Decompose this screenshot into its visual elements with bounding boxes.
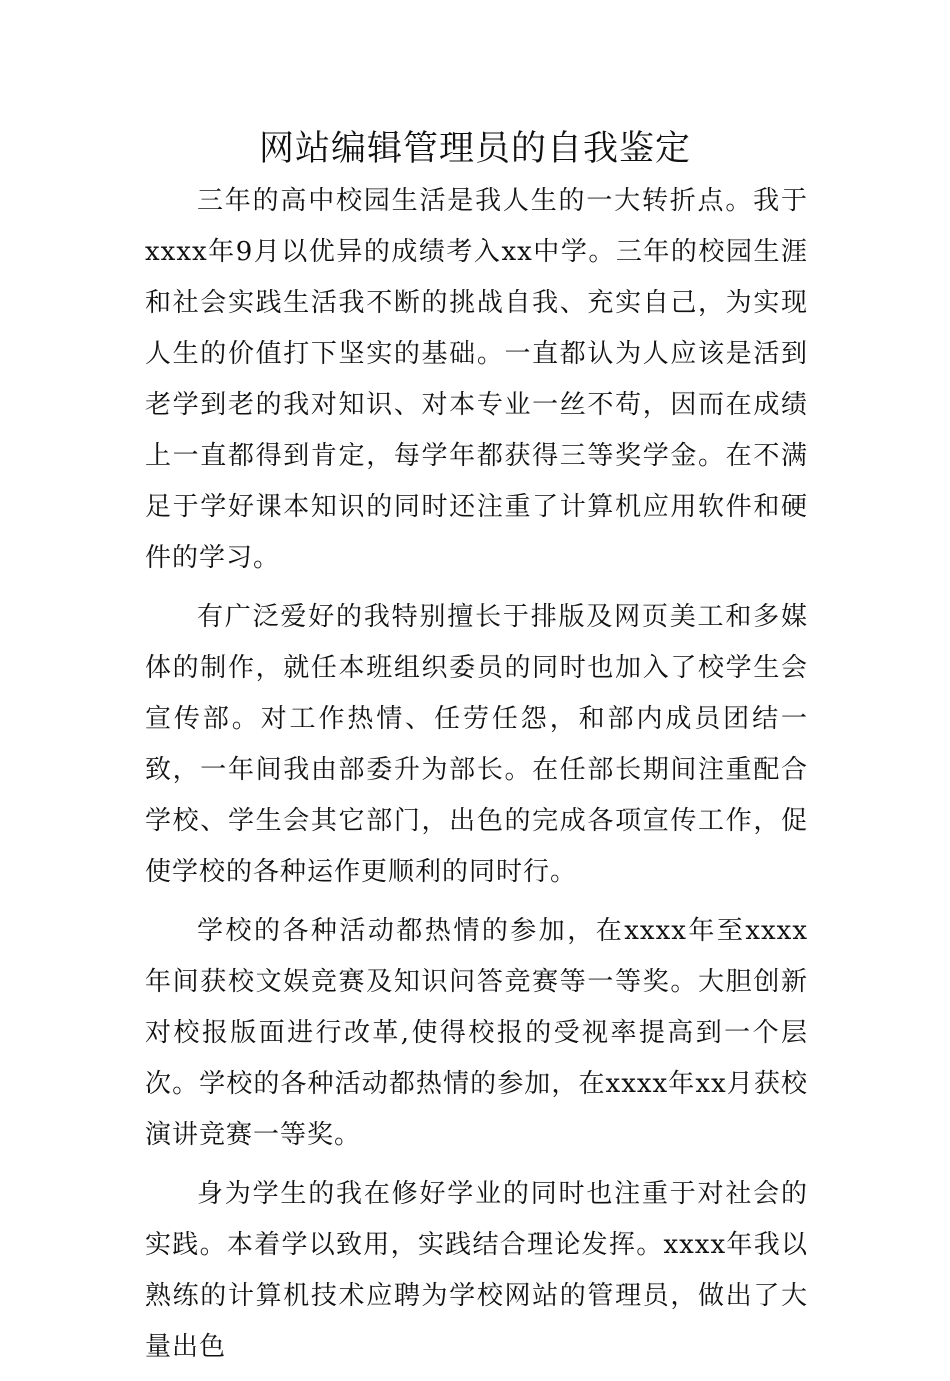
paragraph-2: 有广泛爱好的我特别擅长于排版及网页美工和多媒体的制作，就任本班组织委员的同时也加入了校学生会宣传部。对工作热情、任劳任怨，和部内成员团结一致，一年间我由部委升为部长。在任部长期间注重配合学校、学生会其它部门，出色的完成各项宣传工作，促使学校的各种运作更顺利的同时行。 (145, 602, 808, 887)
paragraph-3: 学校的各种活动都热情的参加，在xxxx年至xxxx年间获校文娱竞赛及知识问答竞赛等一等奖。大胆创新对校报版面进行改革,使得校报的受视率提高到一个层次。学校的各种活动都热情的参加，在xxxx年xx月获校演讲竞赛一等奖。 (145, 916, 808, 1150)
document-body (145, 176, 808, 1381)
paragraph-4: 身为学生的我在修好学业的同时也注重于对社会的实践。本着学以致用，实践结合理论发挥。xxxx年我以熟练的计算机技术应聘为学校网站的管理员，做出了大量出色 (145, 1179, 808, 1362)
paragraph-1: 三年的高中校园生活是我人生的一大转折点。我于xxxx年9月以优异的成绩考入xx中学。三年的校园生涯和社会实践生活我不断的挑战自我、充实自己，为实现人生的价值打下坚实的基础。一直都认为人应该是活到老学到老的我对知识、对本专业一丝不苟，因而在成绩上一直都得到肯定，每学年都获得三等奖学金。在不满足于学好课本知识的同时还注重了计算机应用软件和硬件的学习。 (145, 186, 808, 573)
document-title: 网站编辑管理员的自我鉴定 (258, 129, 691, 169)
